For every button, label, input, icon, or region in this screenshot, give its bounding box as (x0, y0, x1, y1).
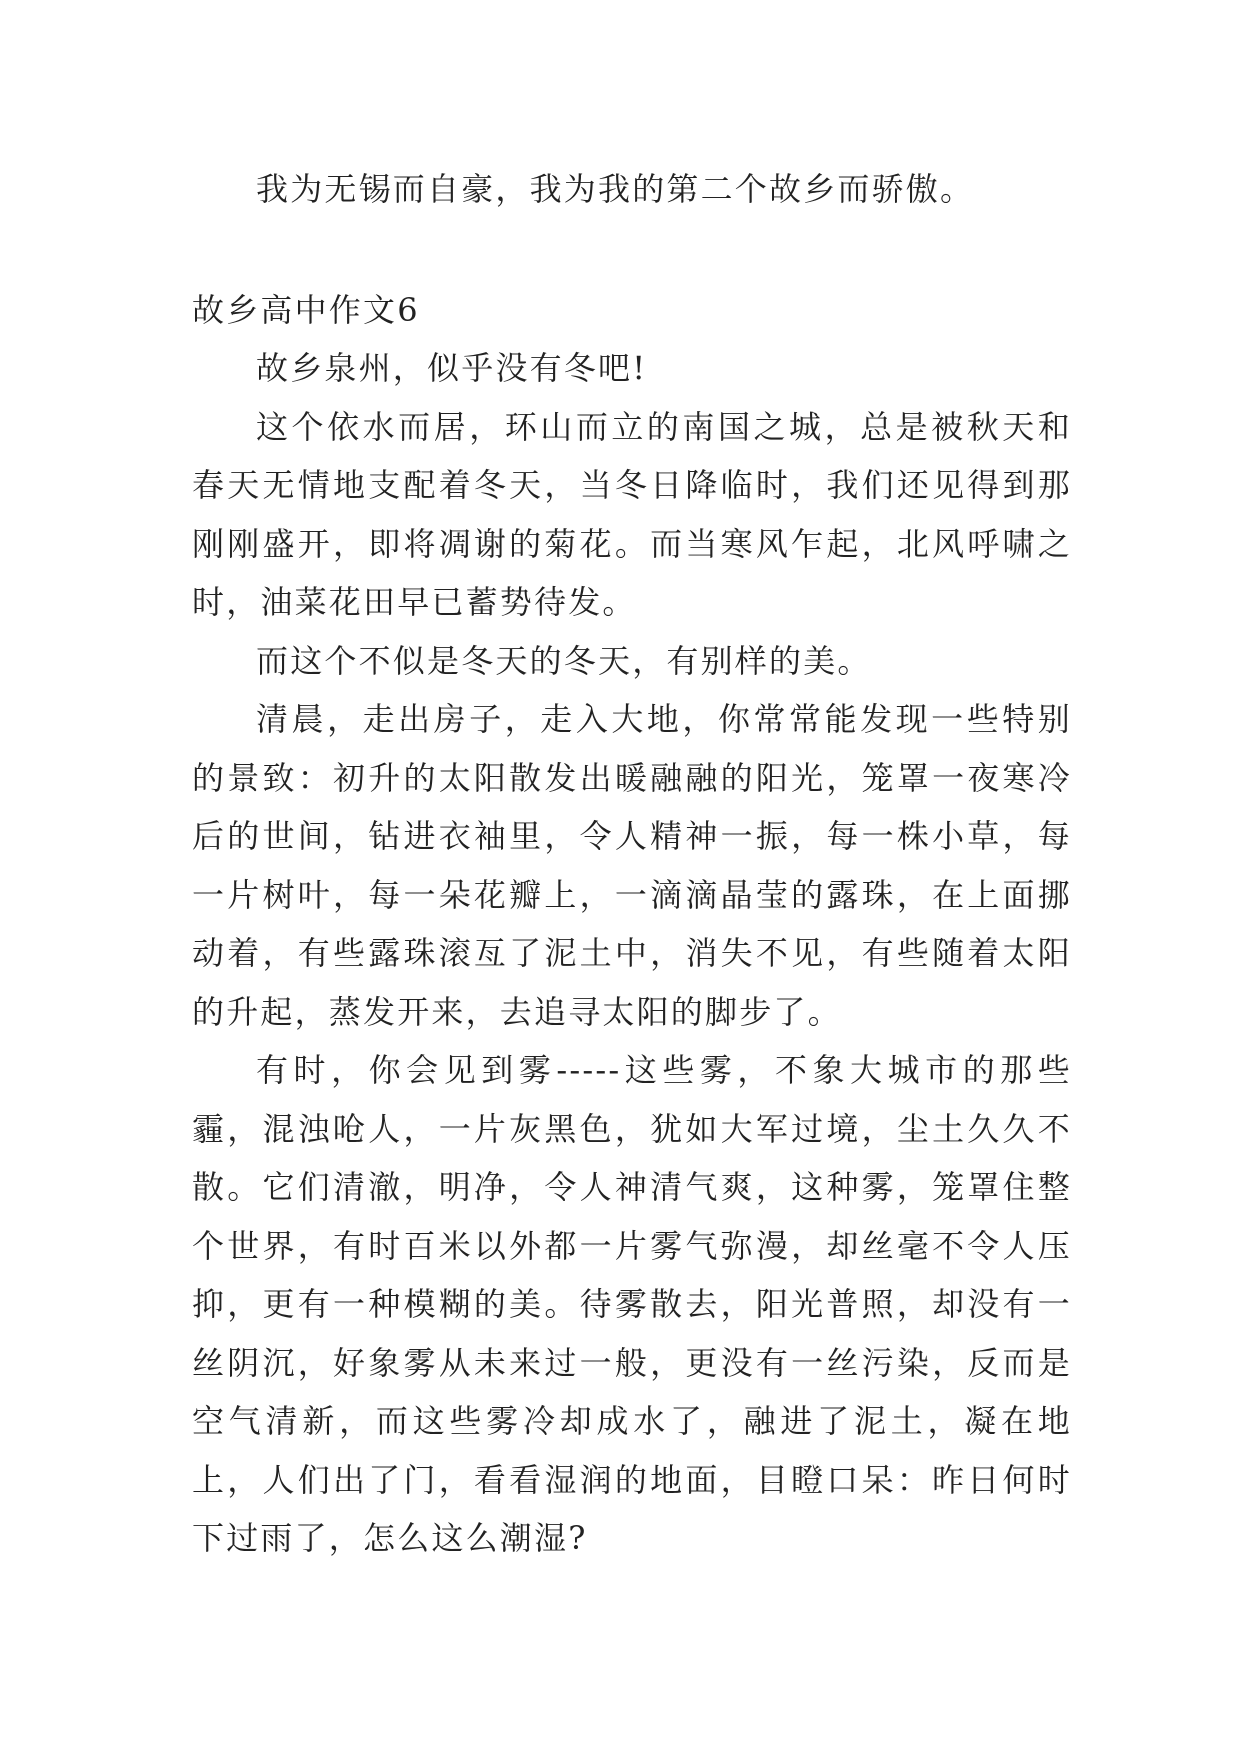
paragraph-1: 故乡泉州，似乎没有冬吧! (256, 349, 648, 387)
intro-paragraph: 我为无锡而自豪，我为我的第二个故乡而骄傲。 (256, 170, 975, 208)
paragraph-3: 而这个不似是冬天的冬天，有别样的美。 (256, 641, 872, 680)
essay-heading: 故乡高中作文6 (192, 290, 420, 329)
paragraph-4: 清晨，走出房子，走入大地，你常常能发现一些特别的景致：初升的太阳散发出暖融融的阳光，笼罩一夜寒冷后的世间，钻进衣袖里，令人精神一振，每一株小草，每一片树叶，每一朵花瓣上，一滴滴晶莹的露珠，在上面挪动着，有些露珠滚亙了泥土中，消失不见，有些随着太阳的升起，蒸发开来，去追寻太阳的脚步了。 (192, 700, 1072, 1031)
paragraph-gap (192, 219, 1072, 281)
document-body (192, 160, 1072, 1568)
paragraph-5: 有时，你会见到雾-----这些雾，不象大城市的那些霾，混浊呛人，一片灰黑色，犹如大军过境，尘土久久不散。它们清澈，明净，令人神清气爽，这种雾，笼罩住整个世界，有时百米以外都一片雾气弥漫，却丝毫不令人压抑，更有一种模糊的美。待雾散去，阳光普照，却没有一丝阴沉，好象雾从未来过一般，更没有一丝污染，反而是空气清新，而这些雾冷却成水了，融进了泥土，凝在地上，人们出了门，看看湿润的地面，目瞪口呆：昨日何时下过雨了，怎么这么潮湿? (192, 1051, 1072, 1557)
paragraph-2: 这个依水而居，环山而立的南国之城，总是被秋天和春天无情地支配着冬天，当冬日降临时，我们还见得到那刚刚盛开，即将凋谢的菊花。而当寒风乍起，北风呼啸之时，油菜花田早已蓄势待发。 (192, 407, 1072, 621)
